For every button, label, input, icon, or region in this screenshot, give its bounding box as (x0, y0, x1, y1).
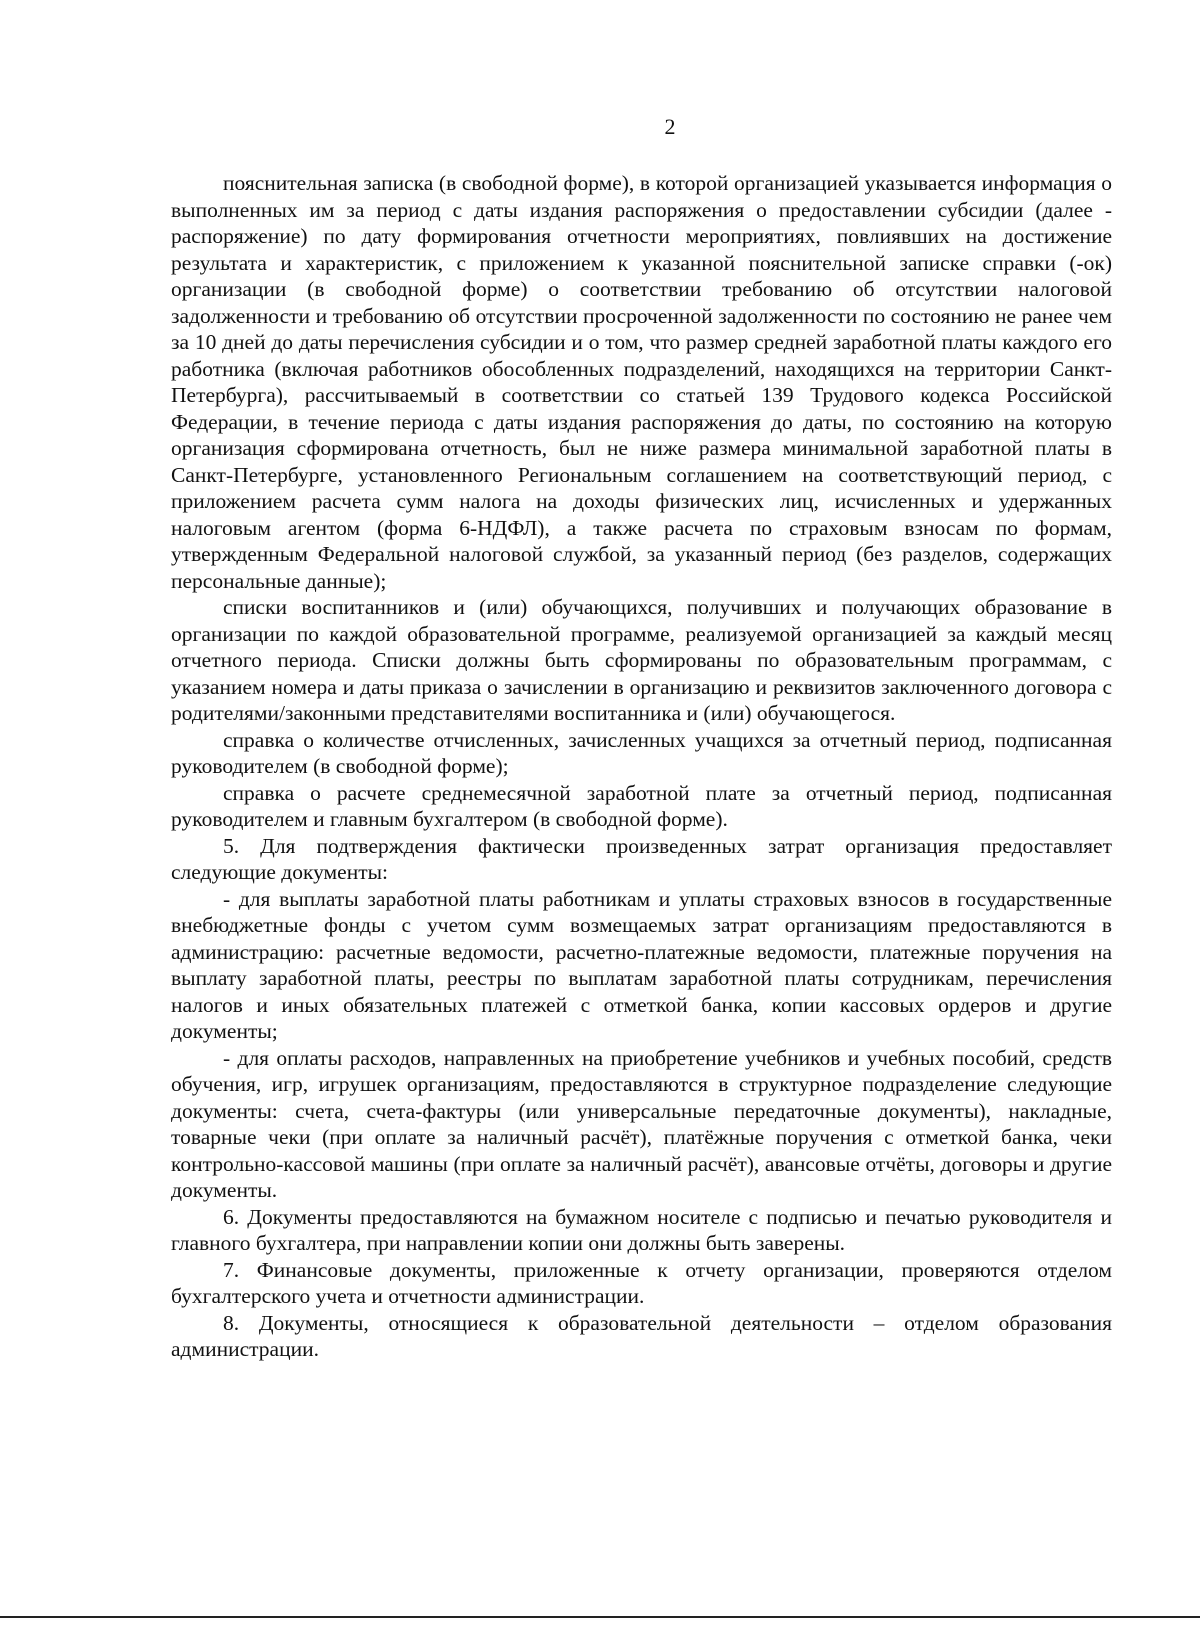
paragraph-expense-docs: - для оплаты расходов, направленных на приобретение учебников и учебных пособий, средств обучения, игр, игрушек организациям, предоставляются в структурное подразделение следующие документы: счета, счета-фактуры (или универсальные передаточные документы), накладные, товарные чеки (при оплате за наличный расчёт), платёжные поручения с отметкой банка, чеки контрольно-кассовой машины (при оплате за наличный расчёт), авансовые отчёты, договоры и другие документы. (171, 1045, 1112, 1202)
paragraph-item-6: 6. Документы предоставляются на бумажном носителе с подписью и печатью руководителя и главного бухгалтера, при направлении копии они должны быть заверены. (171, 1204, 1112, 1255)
paragraph-item-8: 8. Документы, относящиеся к образовательной деятельности – отделом образования администрации. (171, 1310, 1112, 1361)
paragraph-student-lists: списки воспитанников и (или) обучающихся, получивших и получающих образование в организации по каждой образовательной программе, реализуемой организацией за каждый месяц отчетного периода. Списки должны быть сформированы по образовательным программам, с указанием номера и даты приказа о зачислении в организацию и реквизитов заключенного договора с родителями/законными представителями воспитанника и (или) обучающегося. (171, 595, 1112, 725)
paragraph-salary-certificate: справка о расчете среднемесячной заработной плате за отчетный период, подписанная руководителем и главным бухгалтером (в свободной форме). (171, 780, 1112, 831)
paragraph-enrollment-certificate: справка о количестве отчисленных, зачисленных учащихся за отчетный период, подписанная руководителем (в свободной форме); (171, 727, 1112, 778)
document-body (171, 170, 1112, 1363)
paragraph-item-5: 5. Для подтверждения фактически произведенных затрат организация предоставляет следующие документы: (171, 833, 1112, 884)
paragraph-explanatory-note: пояснительная записка (в свободной форме), в которой организацией указывается информация о выполненных им за период с даты издания распоряжения о предоставлении субсидии (далее - распоряжение) по дату формирования отчетности мероприятиях, повлиявших на достижение результата и характеристик, с приложением к указанной пояснительной записке справки (-ок) организации (в свободной форме) о соответствии требованию об отсутствии налоговой задолженности и требованию об отсутствии просроченной задолженности по состоянию не ранее чем за 10 дней до даты перечисления субсидии и о том, что размер средней заработной платы каждого его работника (включая работников обособленных подразделений, находящихся на территории Санкт-Петербурга), рассчитываемый в соответствии со статьей 139 Трудового кодекса Российской Федерации, в течение периода с даты издания распоряжения до даты, по состоянию на которую организация сформирована отчетность, был не ниже размера минимальной заработной платы в Санкт-Петербурге, установленного Региональным соглашением на соответствующий период, с приложением расчета сумм налога на доходы физических лиц, исчисленных и удержанных налоговым агентом (форма 6-НДФЛ), а также расчета по страховым взносам по формам, утвержденным Федеральной налоговой службой, за указанный период (без разделов, содержащих персональные данные); (171, 171, 1112, 593)
page-number: 2 (664, 114, 676, 139)
scan-edge-line (0, 1616, 1200, 1618)
paragraph-salary-payment-docs: - для выплаты заработной платы работникам и уплаты страховых взносов в государственные внебюджетные фонды с учетом сумм возмещаемых затрат организациям предоставляются в администрацию: расчетные ведомости, расчетно-платежные ведомости, платежные поручения на выплату заработной платы, реестры по выплатам заработной платы сотрудникам, перечисления налогов и иных обязательных платежей с отметкой банка, копии кассовых ордеров и другие документы; (171, 886, 1112, 1043)
paragraph-item-7: 7. Финансовые документы, приложенные к отчету организации, проверяются отделом бухгалтерского учета и отчетности администрации. (171, 1257, 1112, 1308)
